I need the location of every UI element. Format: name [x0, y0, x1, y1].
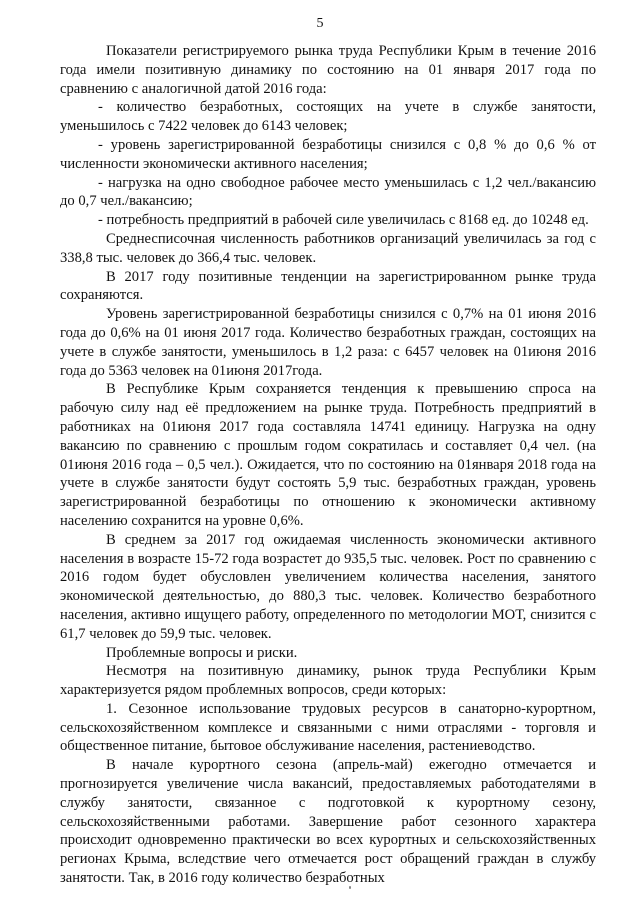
- paragraph-2017-trends: В 2017 году позитивные тенденции на зарегистрированном рынке труда сохраняются.: [60, 268, 596, 304]
- list-item-seasonal-use: 1. Сезонное использование трудовых ресурсов в санаторно-курортном, сельскохозяйственном комплексе и связанными с ними отраслями - торговля и общественное питание, бытовое обслуживание населения, растениеводство.: [60, 700, 596, 755]
- paragraph-average-headcount: Среднесписочная численность работников организаций увеличилась за год с 338,8 тыс. человек до 366,4 тыс. человек.: [60, 230, 596, 266]
- paragraph-intro: Показатели регистрируемого рынка труда Республики Крым в течение 2016 года имели позитивную динамику по состоянию на 01 января 2017 года по сравнению с аналогичной датой 2016 года:: [60, 43, 596, 97]
- scan-artifact: [349, 886, 351, 889]
- paragraph-demand-exceeds-supply: В Республике Крым сохраняется тенденция к превышению спроса на рабочую силу над её предложением на рынке труда. Потребность предприятий в работниках на 01июня 2017 года составляла 14741 единицу. Нагрузка на одну вакансию по сравнению с прошлым годом сократилась и составляет 0,4 чел. (на 01июня 2016 года – 0,5 чел.). Ожидается, что по состоянию на 01января 2018 года на учете в службе занятости будут состоять 5,9 тыс. безработных граждан, уровень зарегистрированной безработицы по отношению к экономически активному населению сохранится на уровне 0,6%.: [60, 381, 596, 529]
- paragraph-resort-season: В начале курортного сезона (апрель-май) ежегодно отмечается и прогнозируется увеличение числа вакансий, предоставляемых работодателями в службу занятости, связанное с подготовкой к курортному сезону, сельскохозяйственными работами. Завершение работ сезонного характера происходит одновременно практически во всех курортных и сельскохозяйственных регионах Крыма, вследствие чего отмечается рост обращений граждан в службу занятости. Так, в 2016 году количество безработных: [60, 757, 596, 887]
- list-item-unemployed-count: - количество безработных, состоящих на учете в службе занятости, уменьшилось с 7422 человек до 6143 человек;: [60, 99, 596, 135]
- section-heading-problems: Проблемные вопросы и риски.: [106, 644, 298, 661]
- document-body: [60, 42, 596, 888]
- page-number: 5: [316, 16, 324, 31]
- paragraph-problems-intro: Несмотря на позитивную динамику, рынок труда Республики Крым характеризуется рядом проблемных вопросов, среди которых:: [60, 663, 596, 699]
- paragraph-unemployment-level: Уровень зарегистрированной безработицы снизился с 0,7% на 01 июня 2016 года до 0,6% на 01 июня 2017 года. Количество безработных граждан, состоящих на учете в службе занятости, уменьшилось в 1,2 раза: с 6457 человек на 01июня 2016 года до 5363 человек на 01июня 2017года.: [60, 306, 596, 379]
- list-item-vacancy-load: - нагрузка на одно свободное рабочее место уменьшилась с 1,2 чел./вакансию до 0,7 чел./вакансию;: [60, 174, 596, 210]
- paragraph-economically-active: В среднем за 2017 год ожидаемая численность экономически активного населения в возрасте 15-72 года возрастет до 935,5 тыс. человек. Рост по сравнению с 2016 годом будет обусловлен увеличением количества населения, занятого экономической деятельностью, до 880,3 тыс. человек. Количество безработного населения, активно ищущего работу, определенного по методологии МОТ, снизится с 61,7 человек до 59,9 тыс. человек.: [60, 531, 596, 642]
- list-item-labor-demand: - потребность предприятий в рабочей силе увеличилась с 8168 ед. до 10248 ед.: [98, 212, 589, 229]
- list-item-unemployment-rate: - уровень зарегистрированной безработицы снизился с 0,8 % до 0,6 % от численности экономически активного населения;: [60, 136, 596, 172]
